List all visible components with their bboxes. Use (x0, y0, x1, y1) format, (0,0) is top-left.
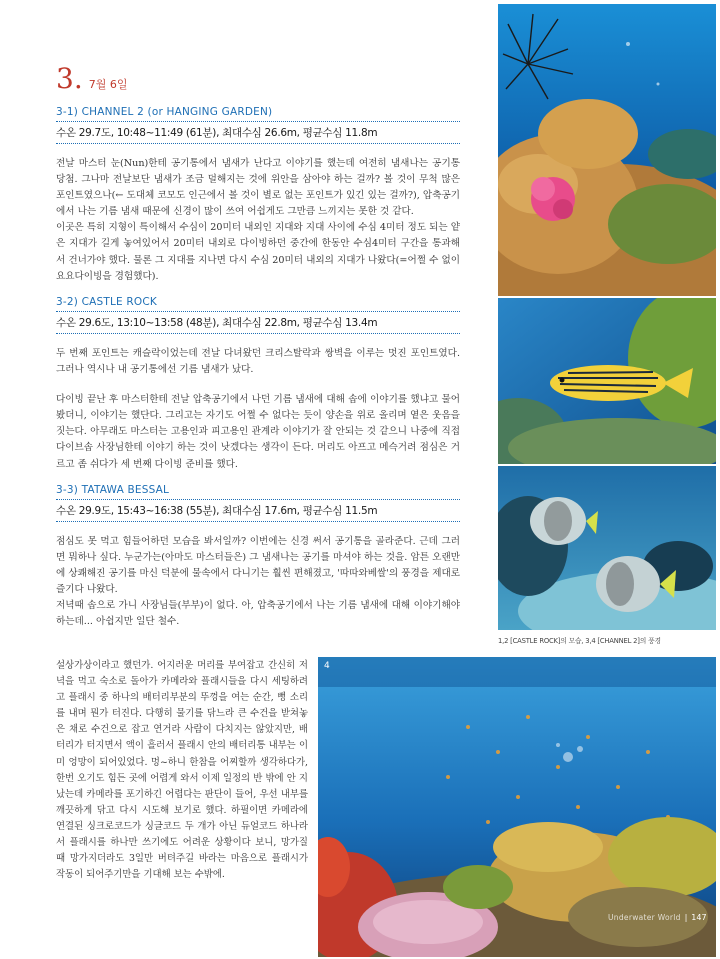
section-title: 3-2) CASTLE ROCK (56, 296, 460, 312)
paragraph: 두 번째 포인트는 캐슬락이었는데 전날 다녀왔던 크리스탈락과 쌍벽을 이루는 멋진 포인트였다. 그러나 역시나 내 공기통에선 기름 냄새가 났다. (56, 348, 460, 376)
magazine-name: Underwater World (608, 913, 681, 922)
photo-number: 4 (324, 661, 330, 671)
section-title: 3-1) CHANNEL 2 (or HANGING GARDEN) (56, 106, 460, 122)
section-body (56, 534, 460, 631)
section-dive-stats: 수온 29.9도, 15:43~16:38 (55분), 최대수심 17.6m, 평균수심 11.5m (56, 500, 460, 522)
section-castle-rock (56, 296, 460, 473)
chapter-heading (56, 62, 127, 95)
photo-batfish (498, 466, 716, 630)
folio-separator: | (684, 913, 688, 922)
paragraph: 점심도 못 먹고 힘들어하던 모습을 봐서일까? 이번에는 신경 써서 공기통을 골라준다. 근데 그러면 뭐하나 싶다. 누군가는(아마도 마스터들은) 그 냄새나는 공기를 마셔야 하는 것을. 암튼 오랜만에 상쾌해진 공기를 마신 덕분에 물속에서 다니기는 훨씬 편해졌고, '따따와베쌀'의 풍경을 제대로 즐기다 나왔다. (56, 536, 460, 596)
paragraph: 전날 마스터 눈(Nun)한테 공기통에서 냄새가 난다고 이야기를 했는데 여전히 냄새나는 공기통 당첨. 그나마 전날보단 냄새가 조금 덜해지는 것에 위안을 삼아야 하는 걸까? 볼 것이 무척 많은 포인트였으나(← 도대체 코모도 인근에서 볼 것이 별로 없는 포인트가 있긴 있는 걸까?), 압축공기에서 나는 기름 냄새 때문에 신경이 많이 쓰여 어쉽게도 그만큼 느끼지는 못한 것 같다. (56, 158, 460, 218)
photo-coral-crinoid (498, 4, 716, 296)
paragraph: 저녁때 솝으로 가니 사장님들(부부)이 없다. 아, 압축공기에서 나는 기름 냄새에 대해 이야기해야 하는데... 아쉽지만 일단 철수. (56, 600, 460, 628)
page-number: 147 (691, 913, 707, 922)
bottom-paragraph: 설상가상이라고 했던가. 어지러운 머리를 부여잡고 간신히 저녁을 먹고 숙소로 돌아가 카메라와 플래시들을 다시 세팅하려고 플래시 중 하나의 배터리부분의 뚜껑을 여는 순간, 뻥 소리를 내며 뭔가 터진다. 다행히 물기를 닦느라 큰 수건을 받쳐놓은 채로 수건으로 잡고 연거라 사람이 다치지는 않았지만, 배터리가 터지면서 액이 흘러서 플래시 안의 배터리통 내부는 이미 엉망이 되어있었다. 멍~하니 한참을 어찌할까 생각하다가, 한번 오기도 힘든 곳에 어렵게 와서 이제 일정의 반 밖에 안 지났는데 카메라를 포기하긴 어렵다는 판단이 들어, 우선 내부를 깨끗하게 닦고 다시 시도해 보기로 했다. 하필이면 카메라에 연결된 싱크로코드가 싱글코드 두 개가 아닌 듀얼코드 하나라서 플래시를 하나만 쓰기에도 어려운 상황이다 보니, 망가질 때 망가지더라도 3일만 버텨주길 바라는 마음으로 플래시가 작동이 되어주기만을 기대해 보는 수밖에. (56, 660, 308, 881)
paragraph: 이곳은 특히 지형이 특이해서 수심이 20미터 내외인 지대와 지대 사이에 수심 4미터 정도 되는 얕은 지대가 길게 놓여있어서 20미터 내외로 다이빙하던 중간에 한동안 수심4미터 구간을 통과해서 건너가야 했다. 물론 그 지대를 지나면 다시 수심 20미터 내외의 지대가 나왔다(=어쩔 수 없이 요요다이빙을 경험했다). (56, 222, 460, 282)
section-body (56, 346, 460, 473)
chapter-number: 3. (56, 62, 83, 95)
section-body (56, 156, 460, 285)
section-tatawa-bessal (56, 484, 460, 631)
photo-caption: 1,2 [CASTLE ROCK]의 모습, 3,4 [CHANNEL 2]의 풍경 (498, 637, 661, 645)
section-dive-stats: 수온 29.6도, 13:10~13:58 (48분), 최대수심 22.8m, 평균수심 13.4m (56, 312, 460, 334)
photo-sweetlips (498, 298, 716, 464)
section-title: 3-3) TATAWA BESSAL (56, 484, 460, 500)
photo-reef-divers (318, 657, 716, 957)
paragraph: 다이빙 끝난 후 마스터한테 전날 압축공기에서 나던 기름 냄새에 대해 솝에 이야기를 했냐고 물어봤더니, 이야기는 했단다. 그리고는 자기도 어쩔 수 없다는 듯이 양손을 위로 올리며 옅은 웃음을 짓는다. 아무래도 마스터는 고용인과 피고용인 관계라 이야기가 잘 안되는 것 같으니 나중에 직접 다이브솝 사장님한테 이야기 하는 것이 낫겠다는 생각이 든다. 머리도 아프고 메슥거려 점심은 거르고 좀 쉬다가 세 번째 다이빙 준비를 했다. (56, 394, 460, 470)
chapter-date: 7월 6일 (88, 78, 128, 91)
section-channel-2 (56, 106, 460, 285)
section-dive-stats: 수온 29.7도, 10:48~11:49 (61분), 최대수심 26.6m, 평균수심 11.8m (56, 122, 460, 144)
page-folio (608, 913, 707, 922)
